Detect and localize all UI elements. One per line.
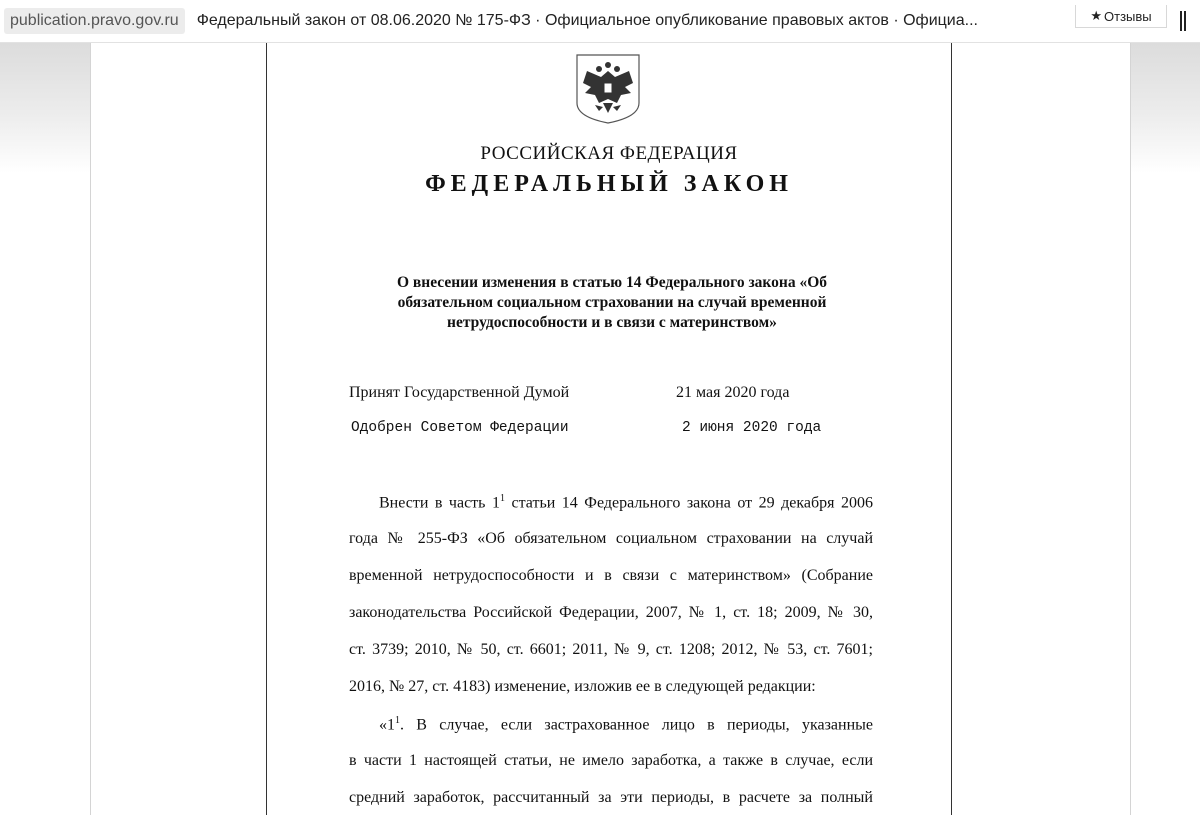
document-page	[266, 43, 952, 815]
viewer-right-gutter	[1130, 43, 1200, 815]
text-line: «$1^1$. В случае, если застрахованное лицо в периоды, указанные	[379, 715, 873, 734]
reviews-button[interactable]	[1075, 5, 1167, 28]
top-bar	[0, 0, 1200, 43]
text-line: в части 1 настоящей статьи, не имело заработка, а также в случае, если	[349, 752, 873, 769]
text-line: временной нетрудоспособности и в связи с материнством» (Собрание	[349, 567, 873, 584]
adoption-date: 21 мая 2020 года	[676, 384, 790, 401]
site-link[interactable]: publication.pravo.gov.ru	[4, 8, 185, 34]
text-line: 2016, № 27, ст. 4183) изменение, изложив ее в следующей редакции:	[349, 678, 816, 695]
page-title: Федеральный закон от 08.06.2020 № 175-ФЗ · Официальное опубликование правовых актов · Официа...	[196, 12, 978, 29]
law-title-line: О внесении изменения в статью 14 Федерального закона «Об	[396, 274, 828, 291]
law-title-line: обязательном социальном страховании на случай временной	[397, 294, 827, 311]
approval-date: 2 июня 2020 года	[682, 420, 822, 436]
text-line: года № 255-ФЗ «Об обязательном социальном страховании на случай	[349, 530, 873, 547]
text-line: законодательства Российской Федерации, 2007, № 1, ст. 18; 2009, № 30,	[349, 604, 873, 621]
law-title-line: нетрудоспособности и в связи с материнством»	[447, 314, 777, 331]
viewer-left-gutter	[0, 43, 91, 815]
law-type-heading: ФЕДЕРАЛЬНЫЙ ЗАКОН	[425, 171, 793, 197]
law-title	[377, 273, 847, 333]
approval-label: Одобрен Советом Федерации	[351, 420, 569, 436]
text-line: Внести в часть $1^1$ статьи 14 Федерального закона от 29 декабря 2006	[379, 493, 874, 512]
adoption-label: Принят Государственной Думой	[349, 384, 570, 401]
country-heading: РОССИЙСКАЯ ФЕДЕРАЦИЯ	[480, 143, 738, 164]
coat-of-arms-icon	[575, 53, 641, 125]
menu-icon[interactable]	[1180, 11, 1192, 31]
text-line: ст. 3739; 2010, № 50, ст. 6601; 2011, № 9, ст. 1208; 2012, № 53, ст. 7601;	[349, 641, 873, 658]
text-line: средний заработок, рассчитанный за эти периоды, в расчете за полный	[349, 789, 873, 806]
reviews-label: Отзывы	[1104, 8, 1152, 24]
document-viewer[interactable]	[0, 43, 1200, 815]
star-icon: ★	[1090, 8, 1103, 23]
